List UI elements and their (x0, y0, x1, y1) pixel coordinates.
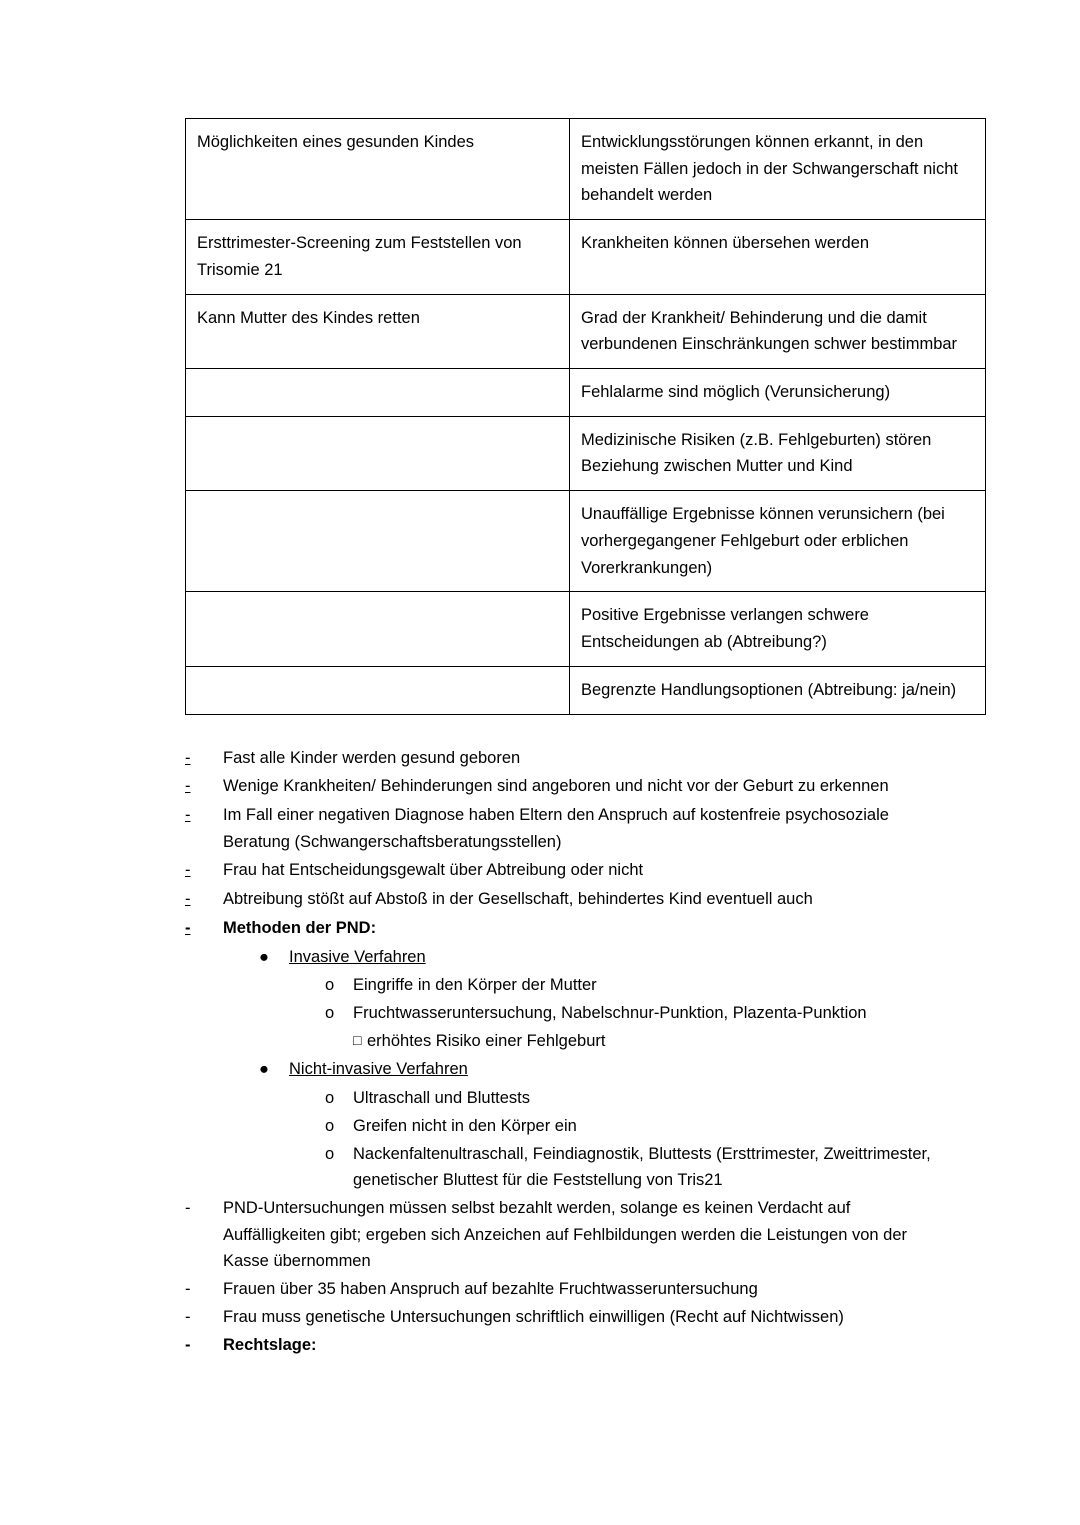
table-row (186, 294, 986, 368)
sublist-item-text: Ultraschall und Bluttests (353, 1089, 530, 1108)
list-item-text: Frau muss genetische Untersuchungen schriftlich einwilligen (Recht auf Nichtwissen) (223, 1307, 844, 1326)
box-marker-icon: □ (353, 1031, 362, 1048)
bullet-list (185, 745, 945, 1359)
list-item-text: Wenige Krankheiten/ Behinderungen sind angeboren und nicht vor der Geburt zu erkennen (223, 777, 889, 796)
table-cell-pro: Kann Mutter des Kindes retten (186, 294, 570, 368)
table-row (186, 220, 986, 294)
sublist-item-invasive (259, 944, 945, 971)
list-item-text: Fast alle Kinder werden gesund geboren (223, 748, 521, 767)
list-item (185, 1304, 945, 1331)
dash-marker: - (185, 890, 191, 909)
dash-marker: - (185, 1280, 191, 1299)
list-item-methods-heading (185, 915, 945, 942)
dash-marker: - (185, 1199, 191, 1217)
table-row (186, 666, 986, 714)
list-item (185, 1276, 945, 1303)
list-item-text: Methoden der PND: (223, 918, 377, 937)
list-item (185, 802, 945, 855)
sublist-note (353, 1028, 945, 1055)
dash-marker: - (185, 918, 191, 937)
sublist-item-text: Greifen nicht in den Körper ein (353, 1116, 577, 1135)
table-row (186, 119, 986, 220)
table-cell-pro: Möglichkeiten eines gesunden Kindes (186, 119, 570, 220)
o-marker-icon: o (325, 976, 335, 995)
sublist-item (325, 972, 945, 999)
dash-marker: - (185, 777, 191, 796)
list-item (185, 886, 945, 913)
sublist-item-text: Eingriffe in den Körper der Mutter (353, 976, 597, 995)
table-cell-contra: Fehlalarme sind möglich (Verunsicherung) (570, 369, 986, 417)
table-row (186, 592, 986, 666)
dash-marker: - (185, 1335, 191, 1354)
o-marker-icon: o (325, 1003, 335, 1022)
bullet-icon: ● (259, 1060, 269, 1079)
table-cell-pro (186, 369, 570, 417)
sublist-item (325, 1085, 945, 1112)
dash-marker: - (185, 1307, 191, 1326)
o-marker-icon: o (325, 1144, 335, 1163)
table-row (186, 369, 986, 417)
table-cell-pro (186, 666, 570, 714)
sublist-item-text: Nackenfaltenultraschall, Feindiagnostik, Bluttests (Ersttrimester, Zweittrimester, genetischer Bluttest für die Feststellung von Tris21 (353, 1144, 931, 1190)
o-marker-icon: o (325, 1116, 335, 1135)
list-item (185, 857, 945, 884)
o-marker-icon: o (325, 1089, 335, 1108)
list-item-text: PND-Untersuchungen müssen selbst bezahlt werden, solange es keinen Verdacht auf Auffälligkeiten gibt; ergeben sich Anzeichen auf Fehlbildungen werden die Leistungen von der Kasse übernommen (223, 1199, 908, 1271)
sublist-item-label: Invasive Verfahren (289, 947, 426, 966)
table-cell-contra: Positive Ergebnisse verlangen schwere Entscheidungen ab (Abtreibung?) (570, 592, 986, 666)
sublist-item-non-invasive (259, 1056, 945, 1083)
sublist-item (325, 1113, 945, 1140)
table-cell-pro (186, 592, 570, 666)
list-item-rechtslage (185, 1332, 945, 1359)
list-item-text: Frauen über 35 haben Anspruch auf bezahlte Fruchtwasseruntersuchung (223, 1280, 758, 1299)
list-item-text: Abtreibung stößt auf Abstoß in der Gesellschaft, behindertes Kind eventuell auch (223, 890, 813, 909)
bullet-icon: ● (259, 947, 269, 966)
list-item-text: Rechtslage: (223, 1335, 317, 1354)
list-item-text: Im Fall einer negativen Diagnose haben Eltern den Anspruch auf kostenfreie psychosoziale Beratung (Schwangerschaftsberatungsstellen) (223, 805, 889, 851)
list-item-text: Frau hat Entscheidungsgewalt über Abtreibung oder nicht (223, 861, 644, 880)
sublist-note-text: erhöhtes Risiko einer Fehlgeburt (367, 1031, 606, 1050)
dash-marker: - (185, 805, 191, 824)
table-cell-contra: Unauffällige Ergebnisse können verunsichern (bei vorhergegangener Fehlgeburt oder erblichen Vorerkrankungen) (570, 491, 986, 592)
document-content (185, 118, 958, 1359)
table-cell-contra: Grad der Krankheit/ Behinderung und die damit verbundenen Einschränkungen schwer bestimmbar (570, 294, 986, 368)
table-cell-contra: Entwicklungsstörungen können erkannt, in den meisten Fällen jedoch in der Schwangerschaft nicht behandelt werden (570, 119, 986, 220)
sublist-item (325, 1000, 945, 1027)
table-cell-contra: Medizinische Risiken (z.B. Fehlgeburten) stören Beziehung zwischen Mutter und Kind (570, 416, 986, 490)
sublist-item-text: Fruchtwasseruntersuchung, Nabelschnur-Punktion, Plazenta-Punktion (353, 1003, 867, 1022)
list-item (185, 773, 945, 800)
pros-cons-table (185, 118, 986, 715)
sublist-item (325, 1141, 945, 1194)
table-row (186, 491, 986, 592)
table-cell-pro (186, 491, 570, 592)
table-row (186, 416, 986, 490)
table-cell-pro: Ersttrimester-Screening zum Feststellen von Trisomie 21 (186, 220, 570, 294)
table-cell-contra: Begrenzte Handlungsoptionen (Abtreibung: ja/nein) (570, 666, 986, 714)
dash-marker: - (185, 748, 191, 767)
dash-marker: - (185, 861, 191, 880)
sublist-item-label: Nicht-invasive Verfahren (289, 1060, 468, 1079)
table-cell-pro (186, 416, 570, 490)
list-item (185, 745, 945, 772)
list-item (185, 1195, 945, 1275)
table-cell-contra: Krankheiten können übersehen werden (570, 220, 986, 294)
